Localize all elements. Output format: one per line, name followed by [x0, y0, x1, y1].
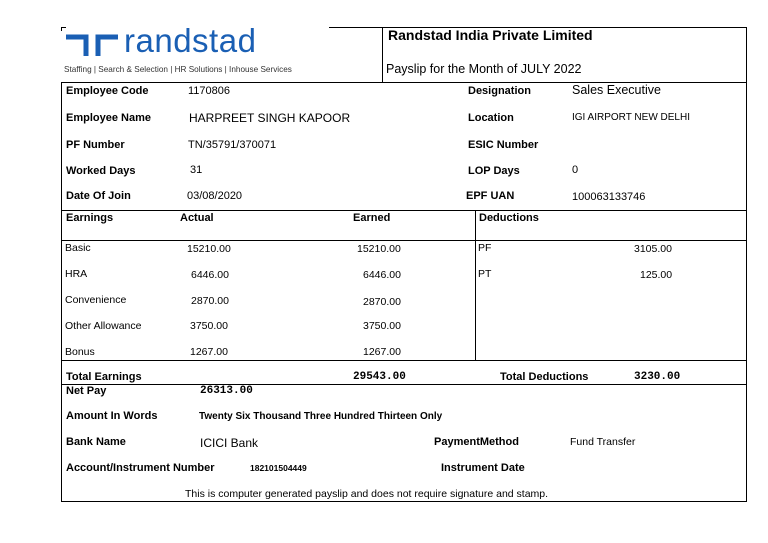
bank-name-value: ICICI Bank [200, 436, 259, 450]
randstad-logo-icon [64, 32, 120, 58]
earning-name: Other Allowance [65, 320, 142, 332]
epf-uan-label: EPF UAN [466, 190, 515, 202]
header-divider [382, 27, 383, 82]
total-deductions-label: Total Deductions [500, 371, 589, 383]
amount-in-words-label: Amount In Words [66, 410, 158, 422]
total-earnings-label: Total Earnings [66, 371, 142, 383]
net-pay-value: 26313.00 [200, 385, 253, 397]
earning-name: Basic [65, 242, 91, 254]
totals-top [61, 360, 747, 361]
outer-bottom [61, 501, 747, 502]
designation-label: Designation [468, 85, 531, 97]
designation-value: Sales Executive [572, 83, 661, 97]
deductions-col-header: Deductions [479, 212, 539, 224]
lop-days-label: LOP Days [468, 165, 520, 177]
epf-uan-value: 100063133746 [572, 191, 646, 203]
earning-name: HRA [65, 268, 88, 280]
earning-actual: 3750.00 [190, 320, 228, 332]
account-number-value: 182101504449 [250, 463, 307, 473]
logo-wordmark: randstad [124, 22, 257, 59]
instrument-date-label: Instrument Date [441, 462, 525, 474]
employee-code-label: Employee Code [66, 85, 149, 97]
pf-number-value: TN/35791/370071 [188, 139, 277, 151]
deductions-header-bottom [475, 240, 747, 241]
earning-earned: 3750.00 [363, 320, 401, 332]
earnings-header-bottom [61, 240, 475, 241]
worked-days-value: 31 [190, 164, 203, 176]
earning-actual: 6446.00 [191, 269, 229, 281]
company-name: Randstad India Private Limited [388, 27, 593, 43]
date-of-join-label: Date Of Join [66, 190, 131, 202]
pf-number-label: PF Number [66, 139, 125, 151]
actual-col-header: Actual [180, 212, 214, 224]
payment-method-label: PaymentMethod [434, 436, 519, 448]
employee-name-label: Employee Name [66, 112, 151, 124]
earning-actual: 1267.00 [190, 346, 228, 358]
outer-left [61, 82, 62, 501]
earning-earned: 6446.00 [363, 269, 401, 281]
worked-days-label: Worked Days [66, 165, 136, 177]
earning-actual: 2870.00 [191, 295, 229, 307]
totals-bottom [61, 384, 747, 385]
payslip-title: Payslip for the Month of JULY 2022 [386, 62, 582, 76]
deduction-amount: 125.00 [640, 269, 673, 281]
esic-number-label: ESIC Number [468, 139, 539, 151]
total-deductions-value: 3230.00 [634, 371, 681, 383]
deduction-name: PT [478, 268, 492, 280]
lop-days-value: 0 [572, 164, 579, 176]
amount-in-words-value: Twenty Six Thousand Three Hundred Thirteen Only [199, 411, 443, 422]
account-number-label: Account/Instrument Number [66, 462, 215, 474]
earning-name: Convenience [65, 294, 127, 306]
earning-earned: 2870.00 [363, 296, 401, 308]
outer-right [746, 27, 747, 501]
location-label: Location [468, 112, 514, 124]
date-of-join-value: 03/08/2020 [187, 190, 243, 202]
earning-name: Bonus [65, 346, 95, 358]
payment-method-value: Fund Transfer [570, 436, 636, 448]
earned-col-header: Earned [353, 212, 391, 224]
bank-name-label: Bank Name [66, 436, 126, 448]
employee-bottom [61, 210, 747, 211]
location-value: IGI AIRPORT NEW DELHI [572, 112, 690, 123]
deduction-name: PF [478, 242, 492, 254]
tagline: Staffing | Search & Selection | HR Solutions | Inhouse Services [64, 65, 292, 74]
outer-left-top-tick [61, 27, 62, 31]
employee-name-value: HARPREET SINGH KAPOOR [189, 111, 351, 125]
footer-note: This is computer generated payslip and does not require signature and stamp. [185, 488, 549, 500]
net-pay-label: Net Pay [66, 385, 107, 397]
deduction-amount: 3105.00 [634, 243, 672, 255]
earn-ded-divider [475, 210, 476, 360]
earning-actual: 15210.00 [187, 243, 231, 255]
earning-earned: 15210.00 [357, 243, 401, 255]
employee-code-value: 1170806 [188, 85, 231, 97]
total-earnings-value: 29543.00 [353, 371, 406, 383]
earning-earned: 1267.00 [363, 346, 401, 358]
earnings-col-header: Earnings [66, 212, 114, 224]
